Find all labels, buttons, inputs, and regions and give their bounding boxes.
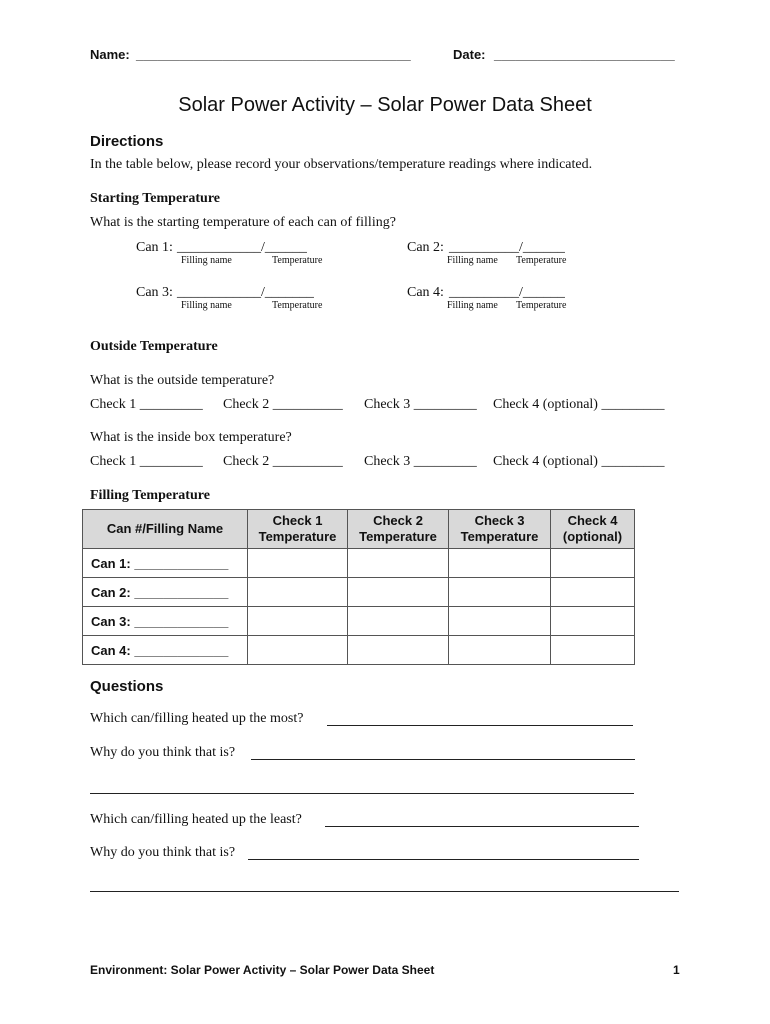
row-label-can1[interactable]: Can 1: _____________ <box>83 549 248 578</box>
table-row <box>83 578 635 607</box>
table-header-row <box>83 510 635 549</box>
outside-question: What is the outside temperature? <box>90 373 275 388</box>
outside-check4-field[interactable]: Check 4 (optional) _________ <box>493 397 665 412</box>
col-header-can-filling: Can #/Filling Name <box>83 510 248 549</box>
row-label-can4[interactable]: Can 4: _____________ <box>83 636 248 665</box>
col-header-check1: Check 1 Temperature <box>248 510 348 549</box>
can1-field[interactable]: ____________/______ <box>177 240 307 255</box>
can2-filling-caption: Filling name <box>447 255 498 266</box>
row-label-can2[interactable]: Can 2: _____________ <box>83 578 248 607</box>
outside-check3-field[interactable]: Check 3 _________ <box>364 397 477 412</box>
page-title: Solar Power Activity – Solar Power Data Sheet <box>178 94 592 116</box>
starting-question: What is the starting temperature of each can of filling? <box>90 215 396 230</box>
table-cell[interactable] <box>248 578 348 607</box>
answer-why-most-line-2[interactable] <box>90 793 634 794</box>
question-why-least: Why do you think that is? <box>90 845 236 860</box>
filling-heading: Filling Temperature <box>90 488 210 503</box>
table-cell[interactable] <box>551 636 635 665</box>
inside-check2-field[interactable]: Check 2 __________ <box>223 454 343 469</box>
row-label-can3[interactable]: Can 3: _____________ <box>83 607 248 636</box>
inside-check1-field[interactable]: Check 1 _________ <box>90 454 203 469</box>
table-cell[interactable] <box>551 578 635 607</box>
table-cell[interactable] <box>449 607 551 636</box>
name-label: Name: <box>90 47 130 62</box>
table-cell[interactable] <box>348 636 449 665</box>
table-cell[interactable] <box>248 549 348 578</box>
can1-temp-caption: Temperature <box>272 255 323 266</box>
question-why-most: Why do you think that is? <box>90 745 236 760</box>
table-cell[interactable] <box>348 607 449 636</box>
filling-temperature-table <box>82 509 635 665</box>
table-cell[interactable] <box>348 549 449 578</box>
can4-field[interactable]: __________/______ <box>449 285 565 300</box>
footer-text: Environment: Solar Power Activity – Solar Power Data Sheet <box>90 963 435 977</box>
table-cell[interactable] <box>449 578 551 607</box>
question-most: Which can/filling heated up the most? <box>90 711 304 726</box>
can1-filling-caption: Filling name <box>181 255 232 266</box>
inside-question: What is the inside box temperature? <box>90 430 292 445</box>
can4-filling-caption: Filling name <box>447 300 498 311</box>
outside-heading: Outside Temperature <box>90 339 218 354</box>
col-header-check2: Check 2 Temperature <box>348 510 449 549</box>
can2-label: Can 2: <box>407 240 444 255</box>
answer-why-most-line[interactable] <box>251 759 635 760</box>
outside-check2-field[interactable]: Check 2 __________ <box>223 397 343 412</box>
inside-check3-field[interactable]: Check 3 _________ <box>364 454 477 469</box>
table-cell[interactable] <box>248 636 348 665</box>
table-cell[interactable] <box>248 607 348 636</box>
starting-heading: Starting Temperature <box>90 191 221 206</box>
table-cell[interactable] <box>449 636 551 665</box>
table-cell[interactable] <box>449 549 551 578</box>
name-field[interactable]: ______________________________________ <box>136 47 411 62</box>
question-least: Which can/filling heated up the least? <box>90 812 302 827</box>
answer-most-line[interactable] <box>327 725 633 726</box>
can1-label: Can 1: <box>136 240 173 255</box>
col-header-check3: Check 3 Temperature <box>449 510 551 549</box>
date-label: Date: <box>453 47 486 62</box>
questions-heading: Questions <box>90 678 164 695</box>
outside-check1-field[interactable]: Check 1 _________ <box>90 397 203 412</box>
directions-text: In the table below, please record your observations/temperature readings where indicated. <box>90 157 593 172</box>
can2-temp-caption: Temperature <box>516 255 567 266</box>
can3-filling-caption: Filling name <box>181 300 232 311</box>
date-field[interactable]: _________________________ <box>494 47 675 62</box>
answer-why-least-line[interactable] <box>248 859 639 860</box>
can3-field[interactable]: ____________/_______ <box>177 285 314 300</box>
page-number: 1 <box>673 963 680 977</box>
can2-field[interactable]: __________/______ <box>449 240 565 255</box>
answer-least-line[interactable] <box>325 826 639 827</box>
can3-label: Can 3: <box>136 285 173 300</box>
table-row <box>83 549 635 578</box>
answer-why-least-line-2[interactable] <box>90 891 679 892</box>
can4-label: Can 4: <box>407 285 444 300</box>
table-cell[interactable] <box>348 578 449 607</box>
col-header-check4: Check 4 (optional) <box>551 510 635 549</box>
can4-temp-caption: Temperature <box>516 300 567 311</box>
directions-heading: Directions <box>90 133 164 150</box>
can3-temp-caption: Temperature <box>272 300 323 311</box>
table-row <box>83 636 635 665</box>
inside-check4-field[interactable]: Check 4 (optional) _________ <box>493 454 665 469</box>
table-cell[interactable] <box>551 607 635 636</box>
table-cell[interactable] <box>551 549 635 578</box>
table-row <box>83 607 635 636</box>
